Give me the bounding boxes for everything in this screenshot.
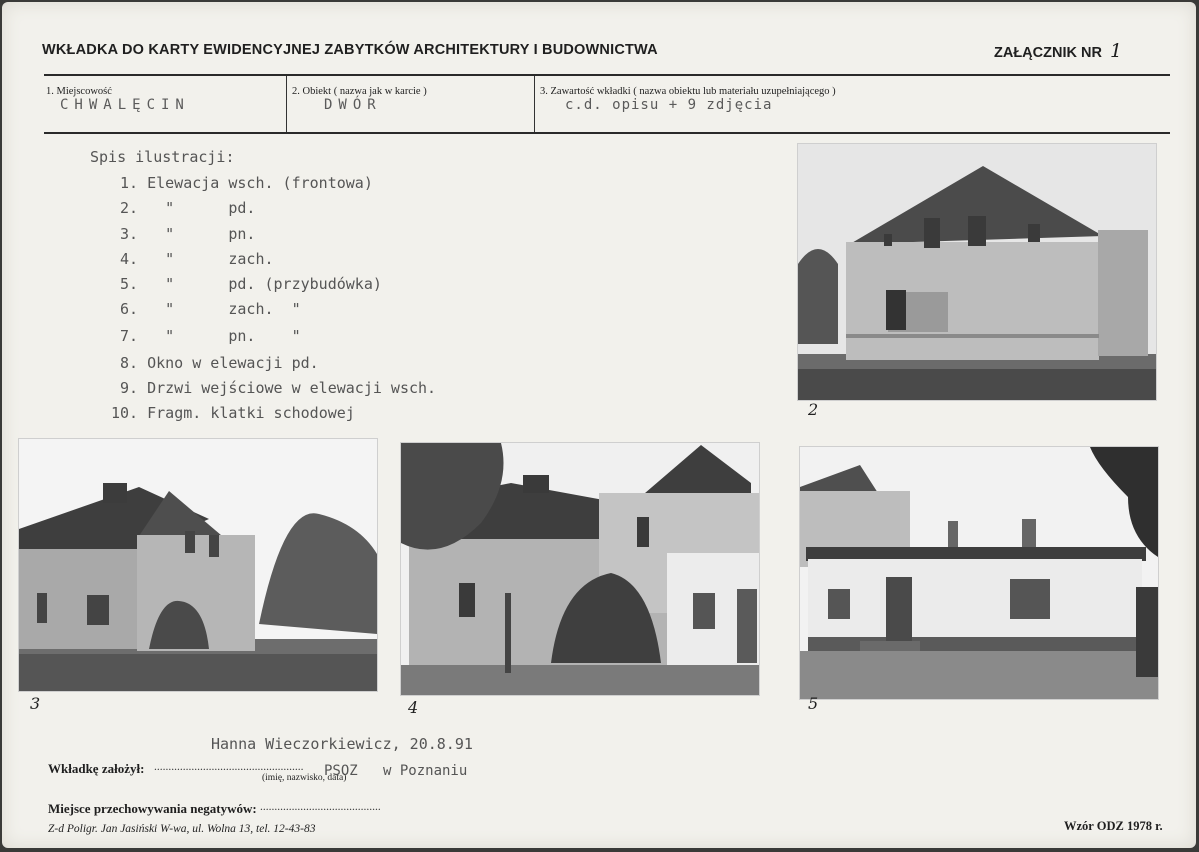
negatives-dots: .......................................... [260,801,381,813]
header-rule-bottom [44,132,1170,134]
content-value: c.d. opisu + 9 zdjęcia [565,97,773,113]
photo-4-manor-west [400,442,760,696]
illustration-item: 1. Elewacja wsch. (frontowa) [120,174,373,192]
content-label: 3. Zawartość wkładki ( nazwa obiektu lub materiału uzupełniającego ) [540,86,836,97]
object-value: DWÓR [324,97,382,113]
annex-label [994,40,1122,62]
photo-number-5: 5 [808,694,819,713]
photo-number-4: 4 [408,698,419,717]
illustration-item: 3. " pn. [120,225,256,243]
illustration-item: 8. Okno w elewacji pd. [120,354,319,372]
photo-2-manor-east [797,143,1157,401]
photo-number-2: 2 [808,400,819,419]
field-divider [286,76,287,132]
illustration-item: 2. " pd. [120,199,256,217]
printer-info: Z-d Poligr. Jan Jasiński W-wa, ul. Wolna 13, tel. 12-43-83 [48,823,316,835]
photo-5-annex-south [799,446,1159,700]
author-handwritten: Hanna Wieczorkiewicz, 20.8.91 [211,735,473,753]
illustration-item: 7. " pn. " [120,327,301,345]
form-id: Wzór ODZ 1978 r. [1064,819,1163,833]
place-label: 1. Miejscowość [46,86,112,97]
record-card-insert [2,2,1196,848]
illustration-item: 4. " zach. [120,250,274,268]
document-title: WKŁADKA DO KARTY EWIDENCYJNEJ ZABYTKÓW ARCHITEKTURY I BUDOWNICTWA [42,42,658,58]
created-by-dots: .................................................... [154,761,304,773]
institution-stamp: PSOZ w Poznaniu [324,763,468,779]
photo-number-3: 3 [30,694,41,713]
field-divider [534,76,535,132]
created-by-label: Wkładkę założył: [48,761,145,776]
header-rule-top [44,74,1170,76]
illustration-item: 10. Fragm. klatki schodowej [111,404,355,422]
negatives-label: Miejsce przechowywania negatywów: [48,801,257,816]
illustration-item: 6. " zach. " [120,300,301,318]
created-by-note: (imię, nazwisko, data) [262,773,347,783]
annex-number: 1 [1109,40,1123,62]
illustrations-heading: Spis ilustracji: [90,148,235,166]
photo-3-manor-north [18,438,378,692]
object-label: 2. Obiekt ( nazwa jak w karcie ) [292,86,427,97]
place-value: CHWALĘCIN [60,97,190,113]
illustration-item: 9. Drzwi wejściowe w elewacji wsch. [120,379,437,397]
annex-text: ZAŁĄCZNIK NR [994,45,1102,61]
illustration-item: 5. " pd. (przybudówka) [120,275,382,293]
